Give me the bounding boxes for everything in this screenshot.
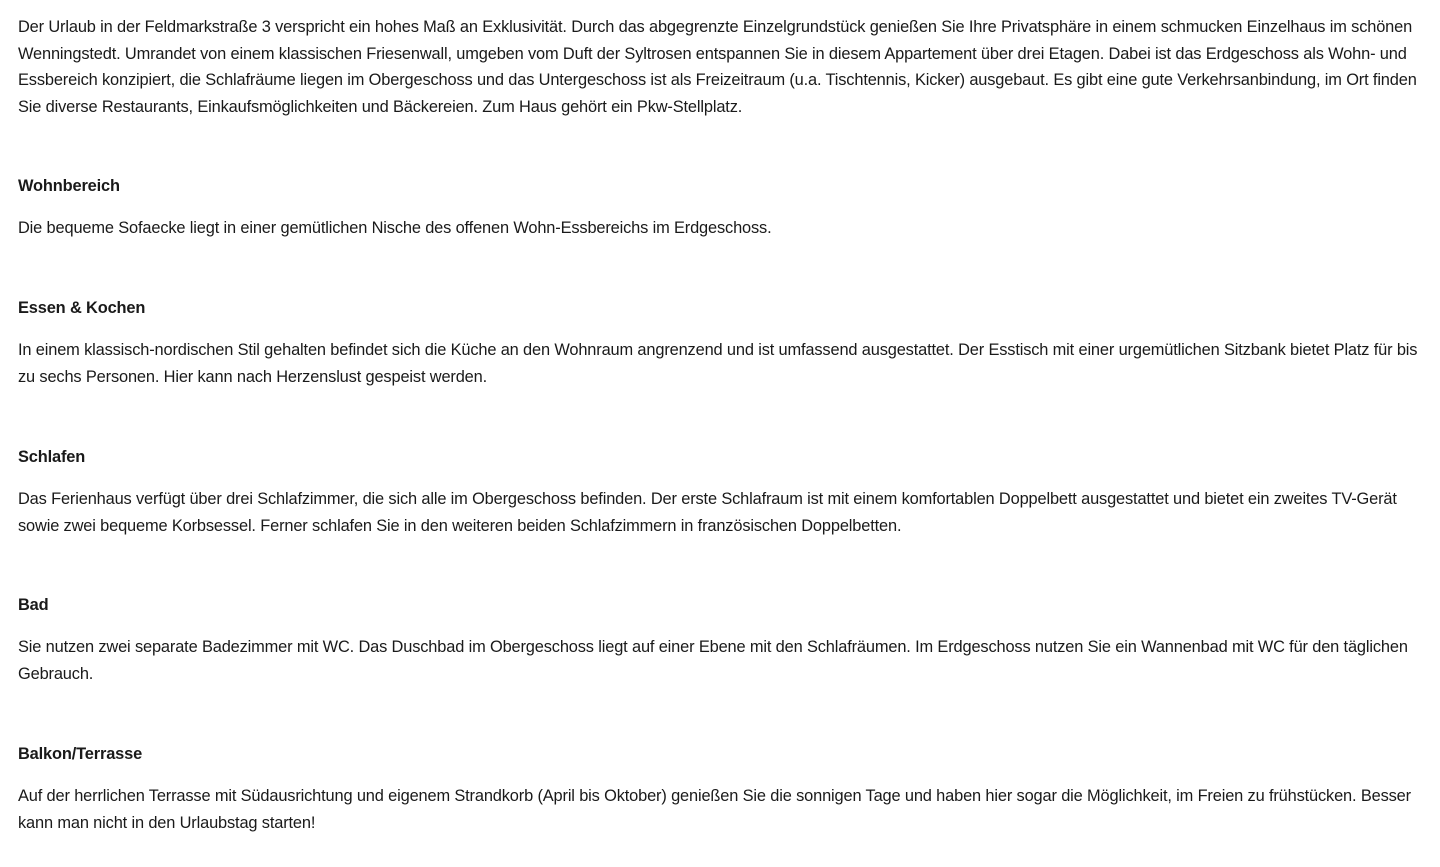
section-text: Auf der herrlichen Terrasse mit Südausrichtung und eigenem Strandkorb (April bis Oktober) genießen Sie die sonnigen Tage und haben hier sogar die Möglichkeit, im Freien zu frühstücken. Besser kann man nicht in den Urlaubstag starten! (18, 787, 1411, 832)
section-heading: Balkon/Terrasse (18, 745, 143, 763)
section-heading: Bad (18, 596, 49, 614)
section-heading: Essen & Kochen (18, 299, 146, 317)
section-text: Die bequeme Sofaecke liegt in einer gemütlichen Nische des offenen Wohn-Essbereichs im Erdgeschoss. (18, 219, 772, 237)
section-heading: Wohnbereich (18, 177, 120, 195)
section-bad (18, 594, 1422, 687)
section-text: In einem klassisch-nordischen Stil gehalten befindet sich die Küche an den Wohnraum angrenzend und ist umfassend ausgestattet. Der Esstisch mit einer urgemütlichen Sitzbank bietet Platz für bis zu sechs Personen. Hier kann nach Herzenslust gespeist werden. (18, 341, 1418, 386)
section-text: Das Ferienhaus verfügt über drei Schlafzimmer, die sich alle im Obergeschoss befinden. Der erste Schlafraum ist mit einem komfortablen Doppelbett ausgestattet und bietet ein zweites TV-Gerät sowie zwei bequeme Korbsessel. Ferner schlafen Sie in den weiteren beiden Schlafzimmern in französischen Doppelbetten. (18, 490, 1397, 535)
section-essen-kochen (18, 297, 1422, 390)
section-text: Sie nutzen zwei separate Badezimmer mit WC. Das Duschbad im Obergeschoss liegt auf einer Ebene mit den Schlafräumen. Im Erdgeschoss nutzen Sie ein Wannenbad mit WC für den täglichen Gebrauch. (18, 638, 1408, 683)
intro-paragraph: Der Urlaub in der Feldmarkstraße 3 verspricht ein hohes Maß an Exklusivität. Durch das abgegrenzte Einzelgrundstück genießen Sie Ihre Privatsphäre in einem schmucken Einzelhaus im schönen Wenningstedt. Umrandet von einem klassischen Friesenwall, umgeben vom Duft der Syltrosen entspannen Sie in diesem Appartement über drei Etagen. Dabei ist das Erdgeschoss als Wohn- und Essbereich konzipiert, die Schlafräume liegen im Obergeschoss und das Untergeschoss ist als Freizeitraum (u.a. Tischtennis, Kicker) ausgebaut. Es gibt eine gute Verkehrsanbindung, im Ort finden Sie diverse Restaurants, Einkaufsmöglichkeiten und Bäckereien. Zum Haus gehört ein Pkw-Stellplatz. (18, 18, 1417, 116)
section-balkon-terrasse (18, 743, 1422, 836)
section-schlafen (18, 446, 1422, 539)
section-heading: Schlafen (18, 448, 86, 466)
section-wohnbereich (18, 175, 1422, 242)
